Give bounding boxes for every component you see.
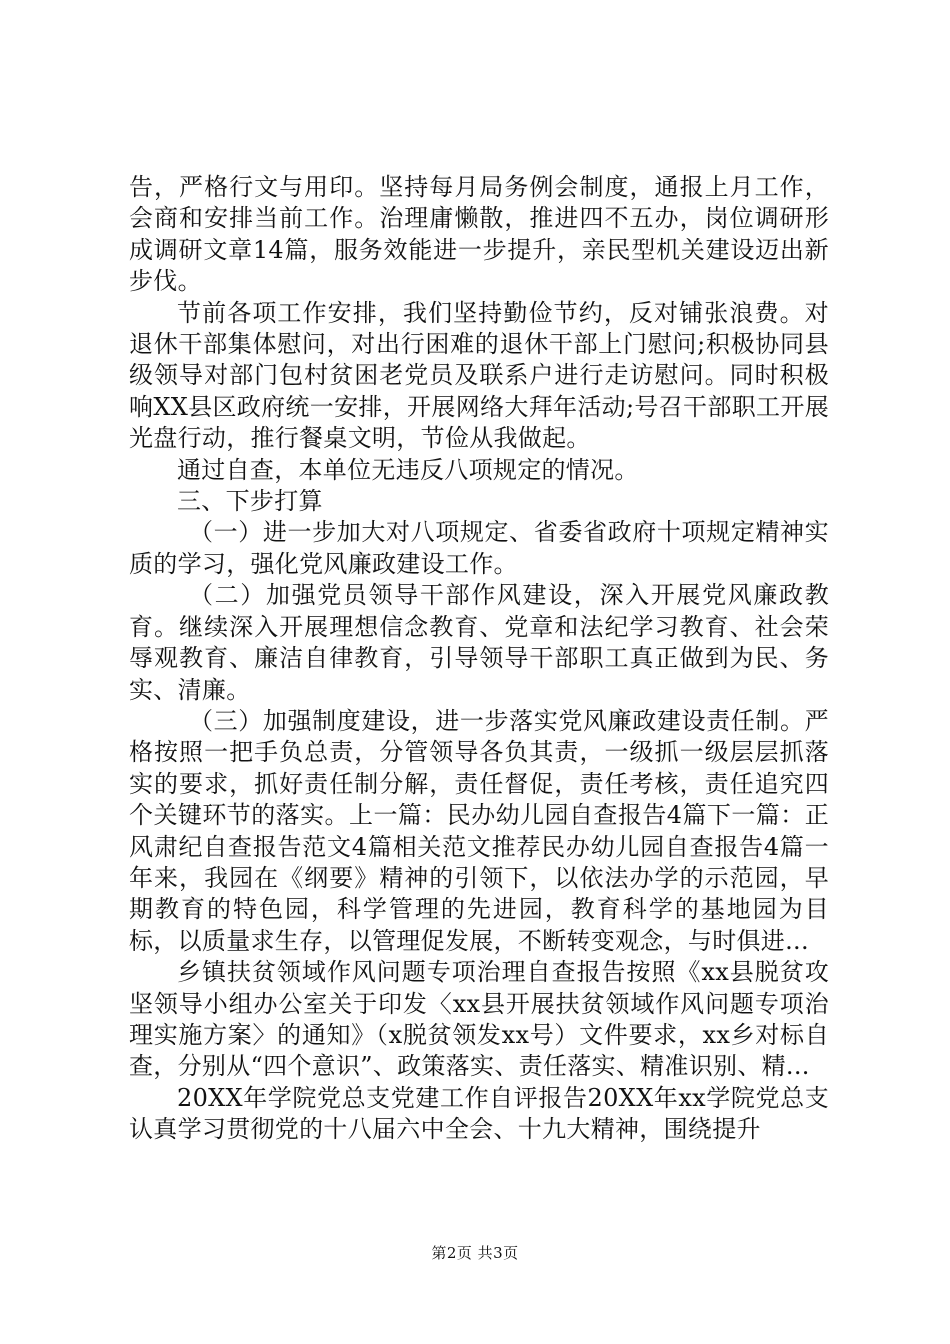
page-number-footer: 第2页 共3页 [431, 1244, 519, 1262]
paragraph-related-2: 20XX年学院党总支党建工作自评报告20XX年xx学院党总支认真学习贯彻党的十八届六中全会、十九大精神，围绕提升 [129, 1083, 829, 1144]
paragraph-1: 告，严格行文与用印。坚持每月局务例会制度，通报上月工作，会商和安排当前工作。治理庸懒散，推进四不五办，岗位调研形成调研文章14篇，服务效能进一步提升，亲民型机关建设迈出新步伐。 [129, 173, 829, 296]
paragraph-item-2: （二）加强党员领导干部作风建设，深入开展党风廉政教育。继续深入开展理想信念教育、党章和法纪学习教育、社会荣辱观教育、廉洁自律教育，引导领导干部职工真正做到为民、务实、清廉。 [129, 581, 829, 704]
paragraph-3: 通过自查，本单位无违反八项规定的情况。 [177, 455, 639, 484]
section-heading: 三、下步打算 [177, 487, 323, 516]
paragraph-item-3: （三）加强制度建设，进一步落实党风廉政建设责任制。严格按照一把手负总责，分管领导各负其责，一级抓一级层层抓落实的要求，抓好责任制分解，责任督促，责任考核，责任追究四个关键环节的落实。上一篇：民办幼儿园自查报告4篇下一篇：正风肃纪自查报告范文4篇相关范文推荐民办幼儿园自查报告4篇一年来，我园在《纲要》精神的引领下，以依法办学的示范园，早期教育的特色园，科学管理的先进园，教育科学的基地园为目标，以质量求生存，以管理促发展，不断转变观念，与时俱进... [129, 706, 829, 955]
paragraph-2: 节前各项工作安排，我们坚持勤俭节约，反对铺张浪费。对退休干部集体慰问，对出行困难的退休干部上门慰问;积极协同县级领导对部门包村贫困老党员及联系户进行走访慰问。同时积极响XX县区政府统一安排，开展网络大拜年活动;号召干部职工开展光盘行动，推行餐桌文明，节俭从我做起。 [129, 298, 829, 453]
document-body [129, 172, 829, 1146]
paragraph-item-1: （一）进一步加大对八项规定、省委省政府十项规定精神实质的学习，强化党风廉政建设工作。 [129, 518, 829, 578]
paragraph-related-1: 乡镇扶贫领域作风问题专项治理自查报告按照《xx县脱贫攻坚领导小组办公室关于印发〈xx县开展扶贫领域作风问题专项治理实施方案〉的通知》（x脱贫领发xx号）文件要求，xx乡对标自查，分别从“四个意识”、政策落实、责任落实、精准识别、精... [129, 958, 829, 1081]
